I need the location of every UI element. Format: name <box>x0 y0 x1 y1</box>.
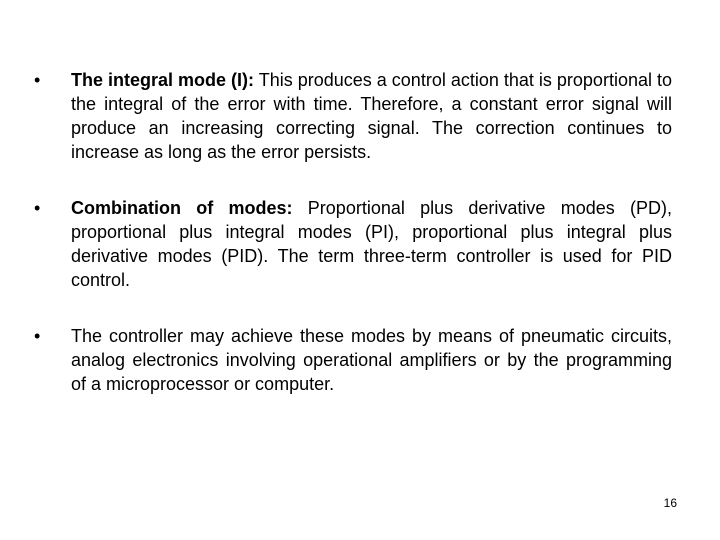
bullet-icon: • <box>34 198 41 218</box>
bullet-list <box>34 68 672 428</box>
bullet-text: This produces a control action that is proportional to the integral of the error with time. Therefore, a constant error signal will produce an increasing correcting signal. The correction continues to increase as long as the error persists. <box>71 70 672 162</box>
bullet-controller-implementation <box>34 324 672 396</box>
bullet-lead: The integral mode (I): <box>71 70 255 90</box>
bullet-icon: • <box>34 70 41 90</box>
bullet-integral-mode <box>34 68 672 164</box>
bullet-icon: • <box>34 326 41 346</box>
bullet-text: Proportional plus derivative modes (PD), proportional plus integral modes (PI), proportional plus integral plus derivative modes (PID). The term three-term controller is used for PID control. <box>71 198 672 290</box>
page-number: 16 <box>663 496 677 510</box>
bullet-text: The controller may achieve these modes by means of pneumatic circuits, analog electronics involving operational amplifiers or by the programming of a microprocessor or computer. <box>71 326 672 394</box>
bullet-lead: Combination of modes: <box>71 198 293 218</box>
bullet-combination-of-modes <box>34 196 672 292</box>
